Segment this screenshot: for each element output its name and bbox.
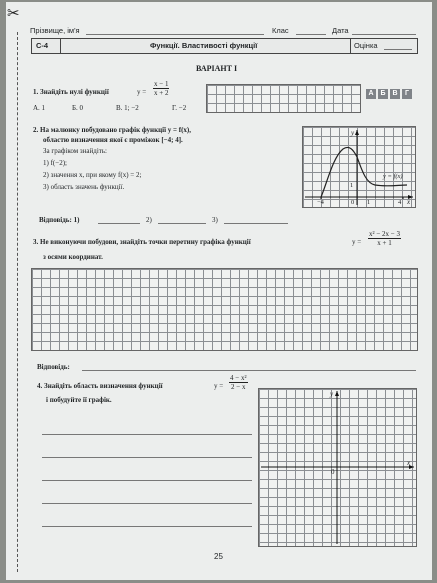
task3-work-grid[interactable] [31,268,418,351]
task4-text-2: і побудуйте її графік. [46,396,112,404]
task2-curve-label: y = f(x) [383,173,403,180]
answer-letter-v[interactable]: В [390,89,400,99]
task2-graph [302,126,416,208]
grade-label: Оцінка [354,41,378,50]
task4-answer-line-2[interactable] [42,457,252,458]
answer-letter-a[interactable]: А [366,89,376,99]
task3-text-2: з осями координат. [43,253,103,261]
task1-option-v[interactable]: В. 1; −2 [116,104,139,112]
task1-text: 1. Знайдіть нулі функції [33,88,109,96]
task1-option-b[interactable]: Б. 0 [72,104,84,112]
task1-option-g[interactable]: Г. −2 [172,104,187,112]
task3-lhs: y = [352,238,362,246]
task1-answer-grid[interactable] [206,84,361,113]
answer-3-field[interactable] [224,223,288,224]
task1-option-a[interactable]: А. 1 [33,104,46,112]
task4-answer-line-5[interactable] [42,526,252,527]
date-field[interactable] [352,34,416,35]
task4-origin-label: 0 [331,468,335,476]
section-title: Функції. Властивості функції [150,41,258,50]
task2-line-5: 2) значення x, при якому f(x) = 2; [43,171,142,179]
task4-axes [259,389,416,546]
title-bar [31,38,418,54]
answers-label: Відповідь: 1) [39,216,80,224]
section-code: С-4 [36,41,49,50]
task4-lhs: y = [214,382,224,390]
task3-answer-label: Відповідь: [37,363,70,371]
task4-y-label: y [330,390,334,398]
task2-line-3: За графіком знайдіть: [43,147,107,155]
task4-fraction: $\frac{\text{4 − x²}}{2 - x}$ [230,374,247,391]
answer-1-field[interactable] [98,223,140,224]
variant-heading: ВАРІАНТ І [196,64,238,73]
grade-field[interactable] [384,49,412,50]
answers-part3-label: 3) [212,216,218,224]
class-field[interactable] [296,34,326,35]
tick-label-minus4: −4 [317,199,324,206]
surname-field[interactable] [86,34,264,35]
class-label: Клас [272,26,289,35]
tick-label-x4: 4 [398,199,402,206]
task1-fraction: $\frac{x - 1}{x + 2}$ [154,80,169,97]
cut-line [17,32,18,572]
answer-letter-b[interactable]: Б [378,89,388,99]
tick-label-y1: 1 [350,182,354,189]
worksheet-page [6,2,432,580]
date-label: Дата [332,26,349,35]
task2-y-arrow [355,130,359,135]
task4-graph-grid[interactable] [258,388,417,547]
task2-line-4: 1) f(−2); [43,159,67,167]
task2-line-1: 2. На малюнку побудовано графік функції y = f(x), [33,126,192,134]
tick-label-origin: 0 [351,199,355,206]
task2-function-plot [303,127,415,207]
task2-line-6: 3) область значень функції. [43,183,125,191]
task2-x-label: x [407,198,411,206]
answer-letter-g[interactable]: Г [402,89,412,99]
task2-line-2: областю визначення якої є проміжок [−4; 4]. [43,136,183,144]
task4-text: 4. Знайдіть область визначення функції [37,382,163,390]
page-number: 25 [214,552,223,561]
task4-answer-line-1[interactable] [42,434,252,435]
task4-answer-line-4[interactable] [42,503,252,504]
tick-label-x1: 1 [367,199,371,206]
task3-fraction: $\frac{\text{x² − 2x − 3}}{x + 1}$ [369,230,400,247]
task4-x-label: x [407,459,411,467]
surname-label: Прізвище, ім'я [30,26,80,35]
task3-text: 3. Не виконуючи побудови, знайдіть точки перетину графіка функції [33,238,251,246]
answers-part2-label: 2) [146,216,152,224]
task1-lhs: y = [137,88,147,96]
task3-answer-field[interactable] [82,370,416,371]
task2-y-label: y [351,129,355,137]
scissors-icon: ✂ [7,4,20,22]
answer-2-field[interactable] [158,223,206,224]
task4-answer-line-3[interactable] [42,480,252,481]
